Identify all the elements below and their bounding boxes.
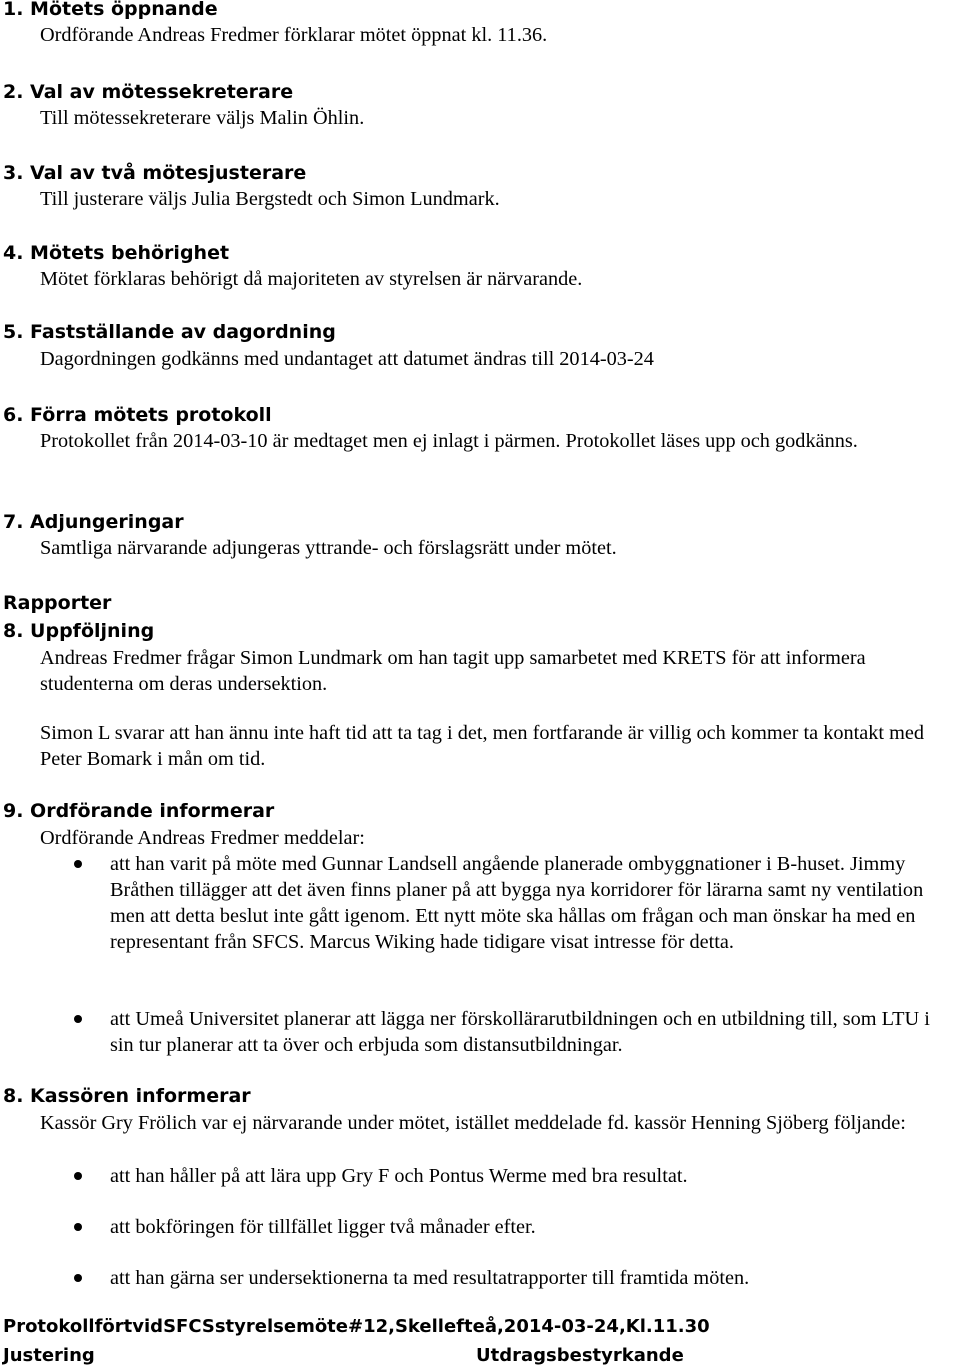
section-heading-3: 3. Val av två mötesjusterare	[3, 162, 307, 184]
section-heading-10: 8. Kassören informerar	[3, 1085, 251, 1107]
bullet-item-10-2: att bokföringen för tillfället ligger två månader efter.	[110, 1216, 536, 1238]
bullet-dot	[74, 1172, 82, 1180]
section-text-9: Ordförande Andreas Fredmer meddelar:	[40, 827, 365, 849]
bullet-dot	[74, 1015, 82, 1023]
footer-doc-line: ProtokollförtvidSFCSstyrelsemöte#12,Skellefteå,2014-03-24,Kl.11.30	[3, 1316, 710, 1337]
bullet-dot	[74, 1223, 82, 1231]
section-text-10: Kassör Gry Frölich var ej närvarande under mötet, istället meddelade fd. kassör Henning Sjöberg följande:	[40, 1112, 906, 1134]
bullet-item-9-1: att han varit på möte med Gunnar Landsell angående planerade ombyggnationer i B-huset. Jimmy Bråthen tillägger att det även finns planer på att bygga nya korridorer för lärarna samt ny ventilation men att detta beslut inte gått igenom. Ett nytt möte ska hållas om frågan och man önskar ha med en representant från SFCS. Marcus Wiking hade tidigare visat intresse för detta.	[110, 853, 924, 953]
section-heading-9: 9. Ordförande informerar	[3, 800, 275, 822]
section-text-5: Dagordningen godkänns med undantaget att datumet ändras till 2014-03-24	[40, 348, 654, 370]
bullet-dot	[74, 1274, 82, 1282]
footer-utdragsbestyrkande-label: Utdragsbestyrkande	[476, 1345, 684, 1366]
bullet-dot	[74, 860, 82, 868]
section-text-1: Ordförande Andreas Fredmer förklarar mötet öppnat kl. 11.36.	[40, 24, 548, 46]
section-paragraph-8b: Simon L svarar att han ännu inte haft tid att ta tag i det, men fortfarande är villig och kommer ta kontakt med Peter Bomark i mån om tid.	[40, 722, 925, 770]
bullet-item-10-1: att han håller på att lära upp Gry F och Pontus Werme med bra resultat.	[110, 1165, 688, 1187]
section-text-3: Till justerare väljs Julia Bergstedt och Simon Lundmark.	[40, 188, 500, 210]
section-text-6: Protokollet från 2014-03-10 är medtaget men ej inlagt i pärmen. Protokollet läses upp och godkänns.	[40, 430, 858, 452]
section-heading-1: 1. Mötets öppnande	[3, 0, 218, 20]
section-text-4: Mötet förklaras behörigt då majoriteten av styrelsen är närvarande.	[40, 268, 583, 290]
section-heading-2: 2. Val av mötessekreterare	[3, 81, 294, 103]
rapporter-heading: Rapporter	[3, 592, 112, 614]
section-text-2: Till mötessekreterare väljs Malin Öhlin.	[40, 107, 365, 129]
bullet-item-10-3: att han gärna ser undersektionerna ta med resultatrapporter till framtida möten.	[110, 1267, 750, 1289]
section-text-7: Samtliga närvarande adjungeras yttrande- och förslagsrätt under mötet.	[40, 537, 617, 559]
section-paragraph-8a: Andreas Fredmer frågar Simon Lundmark om han tagit upp samarbetet med KRETS för att informera studenterna om deras undersektion.	[40, 647, 866, 695]
section-heading-8: 8. Uppföljning	[3, 620, 155, 642]
section-heading-4: 4. Mötets behörighet	[3, 242, 230, 264]
section-heading-5: 5. Fastställande av dagordning	[3, 321, 336, 343]
bullet-item-9-2: att Umeå Universitet planerar att lägga ner förskollärarutbildningen och en utbildning till, som LTU i sin tur planerar att ta över och erbjuda som distansutbildningar.	[110, 1008, 930, 1056]
section-heading-6: 6. Förra mötets protokoll	[3, 404, 272, 426]
footer-justering-label: Justering	[3, 1345, 95, 1366]
section-heading-7: 7. Adjungeringar	[3, 511, 184, 533]
